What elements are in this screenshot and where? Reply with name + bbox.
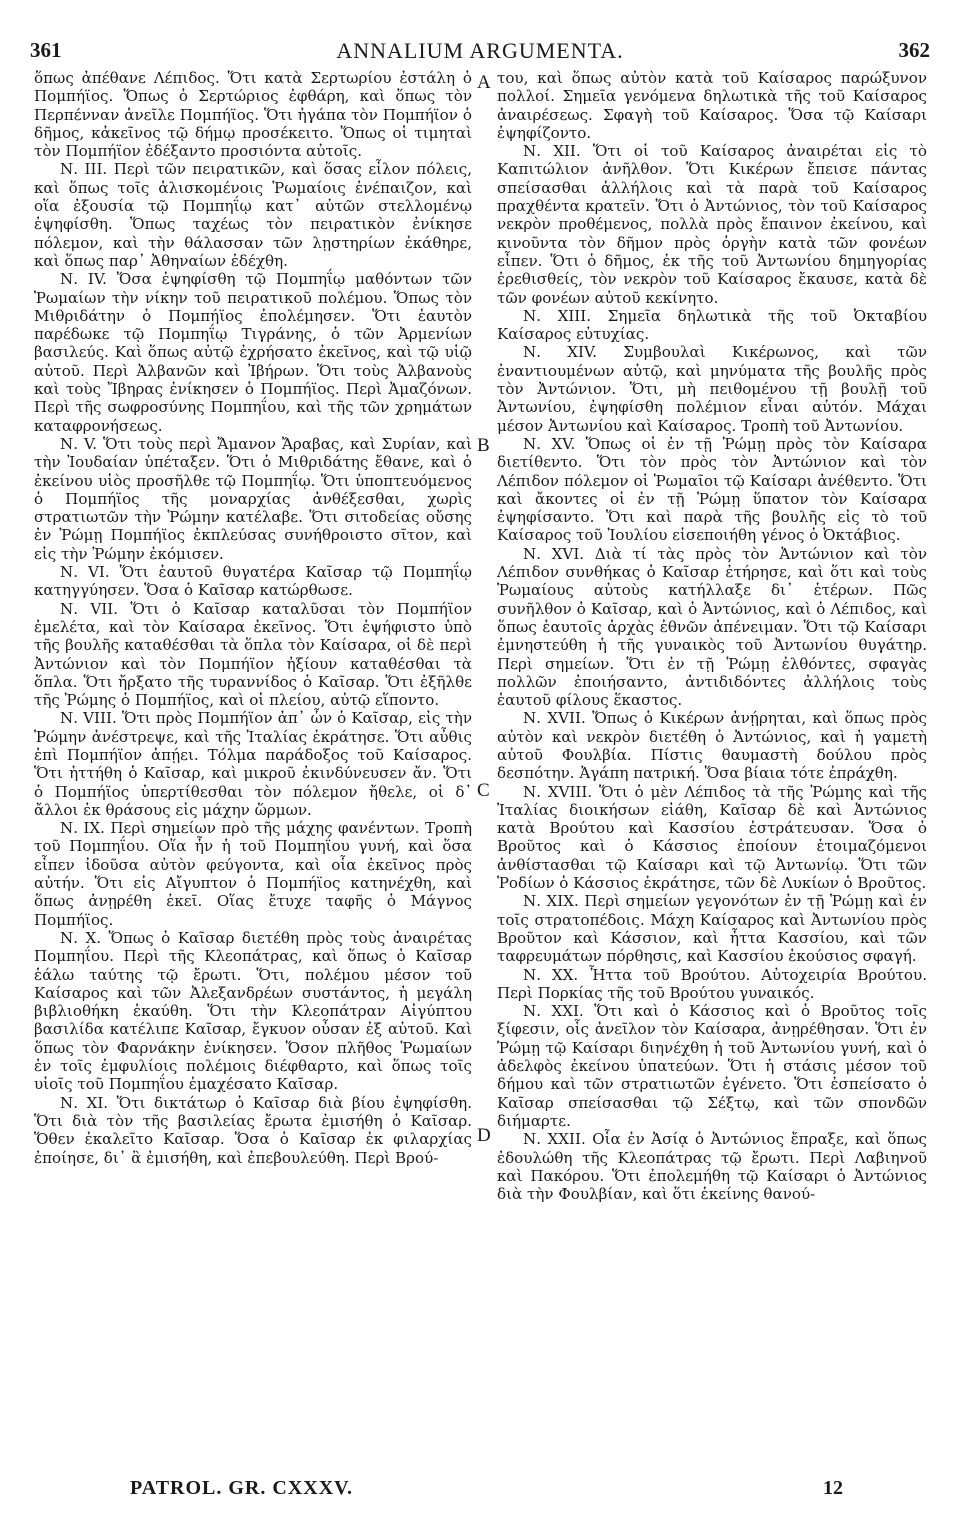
section-paragraph: Ν. XX. Ἧττα τοῦ Βρούτου. Αὐτοχειρία Βρούτου. Περὶ Πορκίας τῆς τοῦ Βρούτου γυναικός. bbox=[497, 965, 927, 1002]
section-paragraph: Ν. IX. Περὶ σημείων πρὸ τῆς μάχης φανέντων. Τροπὴ τοῦ Πομπηΐου. Οἵα ἦν ἡ τοῦ Πομπηΐου γυνή, καὶ ὅσα εἶπεν ἰδοῦσα αὐτὸν φεύγοντα, καὶ οἷα ἐκεῖνος πρὸς αὐτήν. Ὅτι εἰς Αἴγυπτον ὁ Πομπήϊος κατηνέχθη, καὶ ὅπως ἀνῃρέθη ἐκεῖ. Οἵας ἔτυχε ταφῆς ὁ Μάγνος Πομπήϊος. bbox=[34, 819, 472, 929]
section-paragraph: Ν. XIII. Σημεῖα δηλωτικὰ τῆς τοῦ Ὀκταβίου Καίσαρος εὐτυχίας. bbox=[497, 306, 927, 344]
margin-marker-d: D bbox=[477, 1125, 491, 1146]
section-paragraph: Ν. XIV. Συμβουλαὶ Κικέρωνος, καὶ τῶν ἐναντιουμένων αὐτῷ, καὶ μηνύματα τῆς βουλῆς πρὸς τὸν Ἀντώνιον. Ὅτι, μὴ πειθομένου τῇ βουλῇ τοῦ Ἀντωνίου, ἐψηφίσθη πολέμιον εἶναι αὐτόν. Μάχαι μέσον Ἀντωνίου καὶ Καίσαρος. Τροπὴ τοῦ Ἀντωνίου. bbox=[497, 343, 927, 435]
paragraph: του, καὶ ὅπως αὐτὸν κατὰ τοῦ Καίσαρος παρώξυνον πολλοί. Σημεῖα γενόμενα δηλωτικὰ τῆς τοῦ Καίσαρος ἀναιρέσεως. Σφαγὴ τοῦ Καίσαρος. Ὅσα τῷ Καίσαρι ἐψηφίζοντο. bbox=[497, 69, 927, 142]
left-column bbox=[34, 69, 472, 1167]
section-paragraph: Ν. IV. Ὅσα ἐψηφίσθη τῷ Πομπηΐῳ μαθόντων τῶν Ῥωμαίων τὴν νίκην τοῦ πειρατικοῦ πολέμου. Ὅπως τὸν Μιθριδάτην ὁ Πομπήϊος ἐπολέμησεν. Ὅτι ἑαυτὸν παρέδωκε τῷ Πομπηΐῳ Τιγράνης, ὁ τῶν Ἀρμενίων βασιλεύς. Καὶ ὅπως αὐτῷ ἐχρήσατο ἐκεῖνος, καὶ τῷ υἱῷ αὐτοῦ. Περὶ Ἀλβανῶν καὶ Ἰβήρων. Ὅτι τοὺς Ἀλβανοὺς καὶ τοὺς Ἴβηρας ἐνίκησεν ὁ Πομπήϊος. Περὶ Ἀμαζόνων. Περὶ τῆς σωφροσύνης Πομπηΐου, καὶ τῆς τῶν χρημάτων καταφρονήσεως. bbox=[34, 270, 472, 435]
section-paragraph: Ν. XXI. Ὅτι καὶ ὁ Κάσσιος καὶ ὁ Βροῦτος τοῖς ξίφεσιν, οἷς ἀνεῖλον τὸν Καίσαρα, ἀνῃρέθησαν. Ὅτι ἐν Ῥώμῃ τῷ Καίσαρι διηνέχθη ἡ τοῦ Ἀντωνίου γυνή, καὶ ὁ ἀδελφὸς ἐκείνου ὑπατεύων. Ὅτι ἡ στάσις μέσον τοῦ δήμου καὶ τῶν στρατιωτῶν ἐγένετο. Ὅτι ἐσπείσατο ὁ Καῖσαρ σπείσασθαι τῷ Σέξτῳ, καὶ τῶν σπονδῶν διήμαρτε. bbox=[497, 1002, 927, 1130]
running-title: ANNALIUM ARGUMENTA. bbox=[336, 38, 624, 63]
page-number-right: 362 bbox=[898, 38, 930, 62]
section-paragraph: Ν. VII. Ὅτι ὁ Καῖσαρ καταλῦσαι τὸν Πομπήϊον ἐμελέτα, καὶ τὸν Καίσαρα ἐκεῖνος. Ὅτι ἐψήφιστο ὑπὸ τῆς βουλῆς καταθέσθαι τὰ ὅπλα τὸν Καίσαρα, οἱ δὲ περὶ Ἀντώνιον καὶ τὸν Πομπήϊον ἠξίουν καταθέσθαι τὰ ὅπλα. Ὅτι ἤρξατο τῆς τυραννίδος ὁ Καῖσαρ. Ὅτι ἐξῆλθε τῆς Ῥώμης ὁ Πομπήϊος, καὶ οἱ πλείου, αὐτῷ εἵποντο. bbox=[34, 599, 472, 710]
margin-marker-a: A bbox=[477, 72, 491, 93]
section-paragraph: Ν. XI. Ὅτι δικτάτωρ ὁ Καῖσαρ διὰ βίου ἐψηφίσθη. Ὅτι διὰ τὸν τῆς βασιλείας ἔρωτα ἐμισήθη ὁ Καῖσαρ. Ὅθεν ἐκαλεῖτο Καῖσαρ. Ὅσα ὁ Καῖσαρ ἐκ φιλαρχίας ἐποίησε, δι᾽ ἃ ἐμισήθη, καὶ ἐπεβουλεύθη. Περὶ Βρού- bbox=[34, 1093, 472, 1167]
section-paragraph: Ν. XXII. Οἷα ἐν Ἀσίᾳ ὁ Ἀντώνιος ἔπραξε, καὶ ὅπως ἐδουλώθη τῆς Κλεοπάτρας τῷ ἔρωτι. Περὶ Λαβιηνοῦ καὶ Πακόρου. Ὅτι ἐπολεμήθη τῷ Καίσαρι ὁ Ἀντώνιος διὰ τὴν Φουλβίαν, καὶ ὅτι ἐκείνης θανού- bbox=[497, 1130, 927, 1204]
signature-mark: PATROL. GR. CXXXV. bbox=[130, 1477, 354, 1499]
section-paragraph: Ν. XVII. Ὅπως ὁ Κικέρων ἀνῄρηται, καὶ ὅπως πρὸς αὐτὸν καὶ νεκρὸν διετέθη ὁ Ἀντώνιος, καὶ ἡ γαμετὴ αὐτοῦ Φουλβία. Πίστις θαυμαστὴ δούλου πρὸς δεσπότην. Ἀγάπη πατρική. Ὅσα βίαια τότε ἐπράχθη. bbox=[497, 709, 927, 783]
section-paragraph: Ν. ΙΙΙ. Περὶ τῶν πειρατικῶν, καὶ ὅσας εἷλον πόλεις, καὶ ὅπως τοῖς ἁλισκομένοις Ῥωμαίοις ἐνέπαιζον, καὶ οἵα ἐξουσία τῷ Πομπηΐῳ κατ᾽ αὐτῶν στελλομένῳ ἐψηφίσθη. Ὅπως ταχέως τὸν πειρατικὸν ἐνίκησε πόλεμον, καὶ τὴν θάλασσαν τῶν λῃστηρίων ἐκάθηρε, καὶ ὅπως παρ᾽ Ἀθηναίων ἐδέχθη. bbox=[34, 160, 472, 270]
section-paragraph: Ν. V. Ὅτι τοὺς περὶ Ἄμανον Ἄραβας, καὶ Συρίαν, καὶ τὴν Ἰουδαίαν ὑπέταξεν. Ὅτι ὁ Μιθριδάτης ἔθανε, καὶ ὁ ἐκείνου υἱὸς προσῆλθε τῷ Πομπηΐῳ. Ὅτι ὑποπτευόμενος ὁ Πομπήϊος τῆς μοναρχίας ἀνθέξεσθαι, χωρὶς στρατιωτῶν τὴν Ῥώμην κατέλαβε. Ὅτι σιτοδείας οὔσης ἐν Ῥώμῃ Πομπήϊος ἐκπλεύσας συνήθροιστο σῖτον, καὶ εἰς τὴν Ῥώμην ἐκόμισεν. bbox=[34, 434, 472, 563]
section-paragraph: Ν. XVI. Διὰ τί τὰς πρὸς τὸν Ἀντώνιον καὶ τὸν Λέπιδον συνθήκας ὁ Καῖσαρ ἐτήρησε, καὶ ὅτι καὶ τοὺς Ῥωμαίους αὐτοὺς κατήλλαξε δι᾽ ἑτέρων. Πῶς συνῆλθον ὁ Καῖσαρ, καὶ ὁ Ἀντώνιος, καὶ ὁ Λέπιδος, καὶ ὅπως ἑαυτοῖς ἀρχὰς ἐθνῶν ἀπένειμαν. Ὅτι τῷ Καίσαρι ἐμνηστεύθη ἡ τῆς γυναικὸς τοῦ Ἀντωνίου θυγάτηρ. Περὶ σημείων. Ὅτι ἐν τῇ Ῥώμῃ ἐλθόντες, σφαγὰς πολλῶν ἐποιήσαντο, ἀντιδιδόντες ἀλλήλοις τοὺς ἑαυτοῦ φίλους ἕκαστος. bbox=[497, 544, 927, 710]
page-header bbox=[30, 38, 930, 68]
section-paragraph: Ν. XVIII. Ὅτι ὁ μὲν Λέπιδος τὰ τῆς Ῥώμης καὶ τῆς Ἰταλίας διοικήσων εἰάθη, Καῖσαρ δὲ καὶ Ἀντώνιος κατὰ Βρούτου καὶ Κασσίου ἐστράτευσαν. Ὅσα ὁ Βροῦτος καὶ ὁ Κάσσιος ἐποίουν ἑτοιμαζόμενοι ἀνθίστασθαι τῷ Καίσαρι καὶ τῷ Ἀντωνίῳ. Ὅτι τῶν Ῥοδίων ὁ Κάσσιος ἐκράτησε, τῶν δὲ Λυκίων ὁ Βροῦτος. bbox=[497, 782, 927, 893]
section-paragraph: Ν. XIX. Περὶ σημείων γεγονότων ἐν τῇ Ῥώμῃ καὶ ἐν τοῖς στρατοπέδοις. Μάχη Καίσαρος καὶ Ἀντωνίου πρὸς Βροῦτον καὶ Κάσσιον, καὶ ἧττα Κασσίου, καὶ τῶν ταφρευμάτων πόρθησις, καὶ Κασσίου ἑκούσιος σφαγή. bbox=[497, 892, 927, 966]
right-column bbox=[497, 69, 927, 1203]
section-paragraph: Ν. VI. Ὅτι ἑαυτοῦ θυγατέρα Καῖσαρ τῷ Πομπηΐῳ κατηγγύησεν. Ὅσα ὁ Καῖσαρ κατώρθωσε. bbox=[34, 563, 472, 600]
margin-marker-c: C bbox=[477, 780, 490, 801]
margin-marker-b: B bbox=[477, 435, 490, 456]
section-paragraph: Ν. XII. Ὅτι οἱ τοῦ Καίσαρος ἀναιρέται εἰς τὸ Καπιτώλιον ἀνῆλθον. Ὅτι Κικέρων ἔπεισε πάντας σπείσασθαι ἀλλήλοις καὶ τὰ παρὰ τοῦ Καίσαρος πραχθέντα κρατεῖν. Ὅτι ὁ Ἀντώνιος, τὸν τοῦ Καίσαρος νεκρὸν προθέμενος, πολλὰ πρὸς ἔπαινον ἐκείνου, καὶ κινοῦντα τὸν δῆμον πρὸς ὀργὴν κατὰ τῶν φονέων εἶπεν. Ὅτι ὁ δῆμος, ἐκ τῆς τοῦ Ἀντωνίου δημηγορίας ἐρεθισθείς, τὸν νεκρὸν τοῦ Καίσαρος ἔκαυσε, κατὰ δὲ τῶν φονέων αὐτοῦ κεκίνητο. bbox=[497, 142, 927, 307]
page-number-left: 361 bbox=[30, 38, 62, 62]
gathering-number: 12 bbox=[823, 1477, 843, 1499]
paragraph: ὅπως ἀπέθανε Λέπιδος. Ὅτι κατὰ Σερτωρίου ἐστάλη ὁ Πομπήϊος. Ὅπως ὁ Σερτώριος ἐφθάρη, καὶ ὅπως τὸν Περπένναν ἀνεῖλε Πομπήϊος. Ὅτι ἠγάπα τὸν Πομπήϊον ὁ δῆμος, κἀκεῖνος τῷ δήμῳ προσέκειτο. Ὅπως οἱ τιμηταὶ τὸν Πομπήϊον ἐδέξαντο προσιόντα αὐτοῖς. bbox=[34, 69, 472, 161]
section-paragraph: Ν. XV. Ὅπως οἱ ἐν τῇ Ῥώμῃ πρὸς τὸν Καίσαρα διετίθεντο. Ὅτι τὸν πρὸς τὸν Ἀντώνιον καὶ τὸν Λέπιδον πόλεμον οἱ Ῥωμαῖοι τῷ Καίσαρι ἀνέθεντο. Ὅτι καὶ ἄκοντες οἱ ἐν τῇ Ῥώμῃ ὕπατον τὸν Καίσαρα ἐψηφίσαντο. Ὅτι καὶ παρὰ τῆς βουλῆς εἰς τὸ τοῦ Καίσαρος τοῦ Ἰουλίου εἰσεποιήθη γένος ὁ Ὀκτάβιος. bbox=[497, 434, 927, 545]
section-paragraph: Ν. X. Ὅπως ὁ Καῖσαρ διετέθη πρὸς τοὺς ἀναιρέτας Πομπηΐου. Περὶ τῆς Κλεοπάτρας, καὶ ὅπως ὁ Καῖσαρ ἑάλω ταύτης τῷ ἔρωτι. Ὅτι, πολέμου μέσον τοῦ Καίσαρος καὶ τῶν Ἀλεξανδρέων συστάντος, ἡ μεγάλη βιβλιοθήκη ἐκαύθη. Ὅτι τὴν Κλεοπάτραν Αἰγύπτου βασιλίδα κατέλιπε Καῖσαρ, ἔγκυον οὖσαν ἐξ αὐτοῦ. Καὶ ὅπως τὸν Φαρνάκην ἐνίκησεν. Ὅσον πλῆθος Ῥωμαίων ἐν τοῖς ἐμφυλίοις πολέμοις διέφθαρτο, καὶ ὅπως τοῖς υἱοῖς τοῦ Πομπηΐου ἐμαχέσατο Καῖσαρ. bbox=[34, 928, 472, 1094]
section-paragraph: Ν. VIII. Ὅτι πρὸς Πομπήϊον ἀπ᾽ ὧν ὁ Καῖσαρ, εἰς τὴν Ῥώμην ἀνέστρεψε, καὶ τῆς Ἰταλίας ἐκράτησε. Ὅτι αὖθις ἐπὶ Πομπήϊον ἀπῄει. Τόλμα παράδοξος τοῦ Καίσαρος. Ὅτι ἡττήθη ὁ Καῖσαρ, καὶ μικροῦ ἐκινδύνευσεν ἄν. Ὅτι ὁ Πομπήϊος ὑπερτίθεσθαι τὸν πόλεμον ἤθελε, οἱ δ᾽ ἄλλοι ἐκ θράσους εἰς μάχην ὥρμων. bbox=[34, 709, 472, 819]
